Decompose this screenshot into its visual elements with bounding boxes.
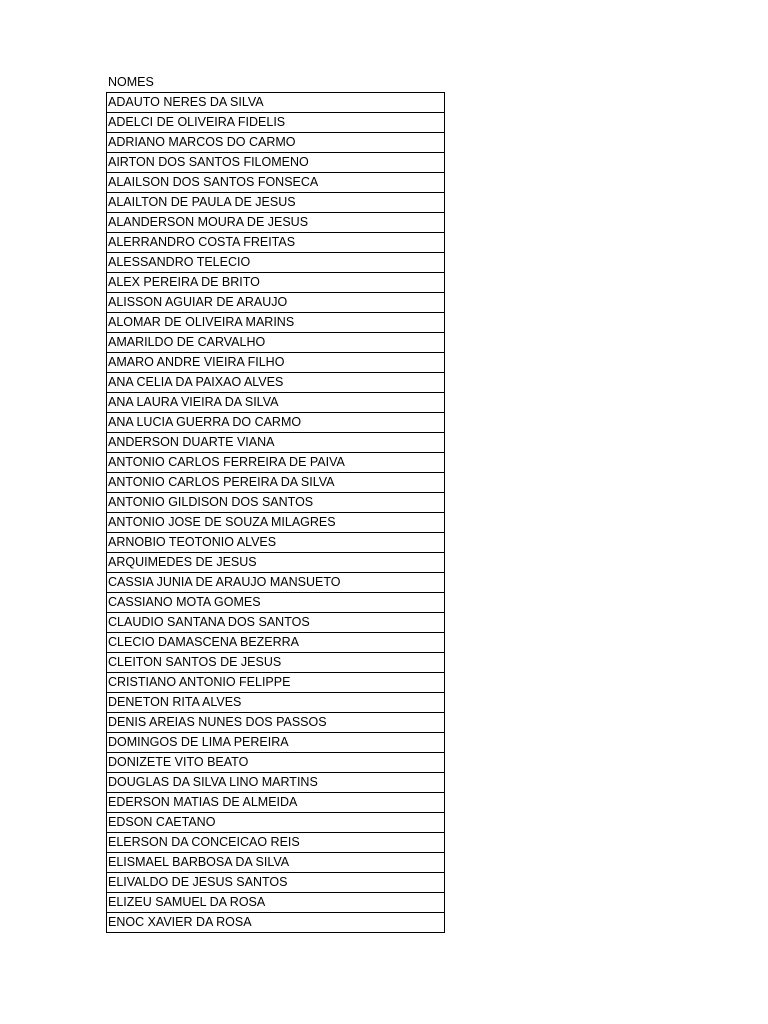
table-row	[107, 753, 445, 773]
name-cell[interactable]: ANDERSON DUARTE VIANA	[107, 433, 445, 453]
table-row	[107, 673, 445, 693]
name-cell[interactable]: AIRTON DOS SANTOS FILOMENO	[107, 153, 445, 173]
names-table-body	[107, 93, 445, 933]
table-row	[107, 553, 445, 573]
name-cell[interactable]: ALANDERSON MOURA DE JESUS	[107, 213, 445, 233]
name-cell[interactable]: AMARO ANDRE VIEIRA FILHO	[107, 353, 445, 373]
name-cell[interactable]: DOUGLAS DA SILVA LINO MARTINS	[107, 773, 445, 793]
table-row	[107, 493, 445, 513]
table-row	[107, 653, 445, 673]
table-row	[107, 633, 445, 653]
name-cell[interactable]: ANA CELIA DA PAIXAO ALVES	[107, 373, 445, 393]
table-row	[107, 313, 445, 333]
table-row	[107, 573, 445, 593]
name-cell[interactable]: ADRIANO MARCOS DO CARMO	[107, 133, 445, 153]
table-row	[107, 593, 445, 613]
name-cell[interactable]: ANA LAURA VIEIRA DA SILVA	[107, 393, 445, 413]
name-cell[interactable]: ANTONIO CARLOS FERREIRA DE PAIVA	[107, 453, 445, 473]
names-table	[106, 92, 445, 933]
name-cell[interactable]: ENOC XAVIER DA ROSA	[107, 913, 445, 933]
name-cell[interactable]: DOMINGOS DE LIMA PEREIRA	[107, 733, 445, 753]
name-cell[interactable]: ANA LUCIA GUERRA DO CARMO	[107, 413, 445, 433]
table-row	[107, 393, 445, 413]
table-row	[107, 233, 445, 253]
name-cell[interactable]: CASSIA JUNIA DE ARAUJO MANSUETO	[107, 573, 445, 593]
table-row	[107, 373, 445, 393]
names-sheet	[106, 72, 445, 933]
name-cell[interactable]: DONIZETE VITO BEATO	[107, 753, 445, 773]
table-row	[107, 733, 445, 753]
table-row	[107, 173, 445, 193]
table-row	[107, 353, 445, 373]
table-row	[107, 433, 445, 453]
table-row	[107, 333, 445, 353]
table-row	[107, 513, 445, 533]
name-cell[interactable]: CLECIO DAMASCENA BEZERRA	[107, 633, 445, 653]
table-row	[107, 453, 445, 473]
name-cell[interactable]: ARNOBIO TEOTONIO ALVES	[107, 533, 445, 553]
table-row	[107, 193, 445, 213]
table-row	[107, 613, 445, 633]
name-cell[interactable]: ANTONIO CARLOS PEREIRA DA SILVA	[107, 473, 445, 493]
name-cell[interactable]: ELIZEU SAMUEL DA ROSA	[107, 893, 445, 913]
name-cell[interactable]: ELERSON DA CONCEICAO REIS	[107, 833, 445, 853]
table-row	[107, 873, 445, 893]
table-row	[107, 213, 445, 233]
table-row	[107, 273, 445, 293]
name-cell[interactable]: ALEX PEREIRA DE BRITO	[107, 273, 445, 293]
column-header: NOMES	[108, 75, 154, 89]
name-cell[interactable]: ALAILTON DE PAULA DE JESUS	[107, 193, 445, 213]
name-cell[interactable]: EDERSON MATIAS DE ALMEIDA	[107, 793, 445, 813]
name-cell[interactable]: ANTONIO GILDISON DOS SANTOS	[107, 493, 445, 513]
name-cell[interactable]: ADELCI DE OLIVEIRA FIDELIS	[107, 113, 445, 133]
name-cell[interactable]: ALESSANDRO TELECIO	[107, 253, 445, 273]
table-row	[107, 93, 445, 113]
name-cell[interactable]: ELISMAEL BARBOSA DA SILVA	[107, 853, 445, 873]
table-row	[107, 893, 445, 913]
table-row	[107, 853, 445, 873]
table-row	[107, 533, 445, 553]
table-row	[107, 693, 445, 713]
table-row	[107, 293, 445, 313]
table-row	[107, 833, 445, 853]
table-row	[107, 253, 445, 273]
name-cell[interactable]: ANTONIO JOSE DE SOUZA MILAGRES	[107, 513, 445, 533]
table-row	[107, 133, 445, 153]
table-row	[107, 113, 445, 133]
name-cell[interactable]: ARQUIMEDES DE JESUS	[107, 553, 445, 573]
table-row	[107, 813, 445, 833]
name-cell[interactable]: ELIVALDO DE JESUS SANTOS	[107, 873, 445, 893]
name-cell[interactable]: ALERRANDRO COSTA FREITAS	[107, 233, 445, 253]
name-cell[interactable]: ADAUTO NERES DA SILVA	[107, 93, 445, 113]
table-row	[107, 773, 445, 793]
table-row	[107, 473, 445, 493]
name-cell[interactable]: CLEITON SANTOS DE JESUS	[107, 653, 445, 673]
name-cell[interactable]: AMARILDO DE CARVALHO	[107, 333, 445, 353]
table-row	[107, 153, 445, 173]
name-cell[interactable]: EDSON CAETANO	[107, 813, 445, 833]
name-cell[interactable]: ALOMAR DE OLIVEIRA MARINS	[107, 313, 445, 333]
table-row	[107, 413, 445, 433]
name-cell[interactable]: ALAILSON DOS SANTOS FONSECA	[107, 173, 445, 193]
table-row	[107, 713, 445, 733]
name-cell[interactable]: DENIS AREIAS NUNES DOS PASSOS	[107, 713, 445, 733]
name-cell[interactable]: ALISSON AGUIAR DE ARAUJO	[107, 293, 445, 313]
name-cell[interactable]: DENETON RITA ALVES	[107, 693, 445, 713]
table-row	[107, 793, 445, 813]
name-cell[interactable]: CRISTIANO ANTONIO FELIPPE	[107, 673, 445, 693]
name-cell[interactable]: CASSIANO MOTA GOMES	[107, 593, 445, 613]
table-row	[107, 913, 445, 933]
name-cell[interactable]: CLAUDIO SANTANA DOS SANTOS	[107, 613, 445, 633]
